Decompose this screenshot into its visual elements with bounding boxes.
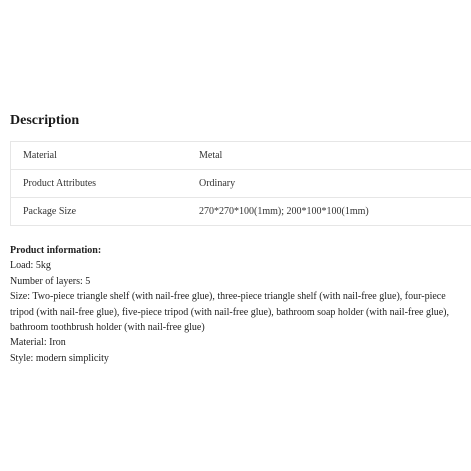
info-line-layers: Number of layers: 5 — [10, 275, 91, 287]
attribute-key-product-attributes: Product Attributes — [11, 170, 200, 198]
description-title: Description — [10, 113, 80, 128]
table-row — [11, 170, 471, 198]
product-information — [10, 243, 462, 366]
info-line-load: Load: 5kg — [10, 260, 51, 272]
table-row — [11, 198, 471, 226]
attributes-table — [10, 141, 471, 226]
attribute-value-product-attributes: Ordinary — [199, 170, 471, 198]
attribute-key-material: Material — [11, 142, 200, 170]
info-line-size: Size: Two-piece triangle shelf (with nail-free glue), three-piece triangle shelf (with nail-free glue), four-piece tripod (with nail-free glue), five-piece tripod (with nail-free glue), bathroom soap holder (with nail-free glue), bathroom toothbrush holder (with nail-free glue) — [10, 291, 449, 334]
table-row — [11, 142, 471, 170]
attribute-key-package-size: Package Size — [11, 198, 200, 226]
attribute-value-package-size: 270*270*100(1mm); 200*100*100(1mm) — [199, 198, 471, 226]
product-information-heading: Product information: — [10, 245, 102, 256]
info-line-material: Material: Iron — [10, 337, 66, 349]
attribute-value-material: Metal — [199, 142, 471, 170]
info-line-style: Style: modern simplicity — [10, 352, 109, 364]
